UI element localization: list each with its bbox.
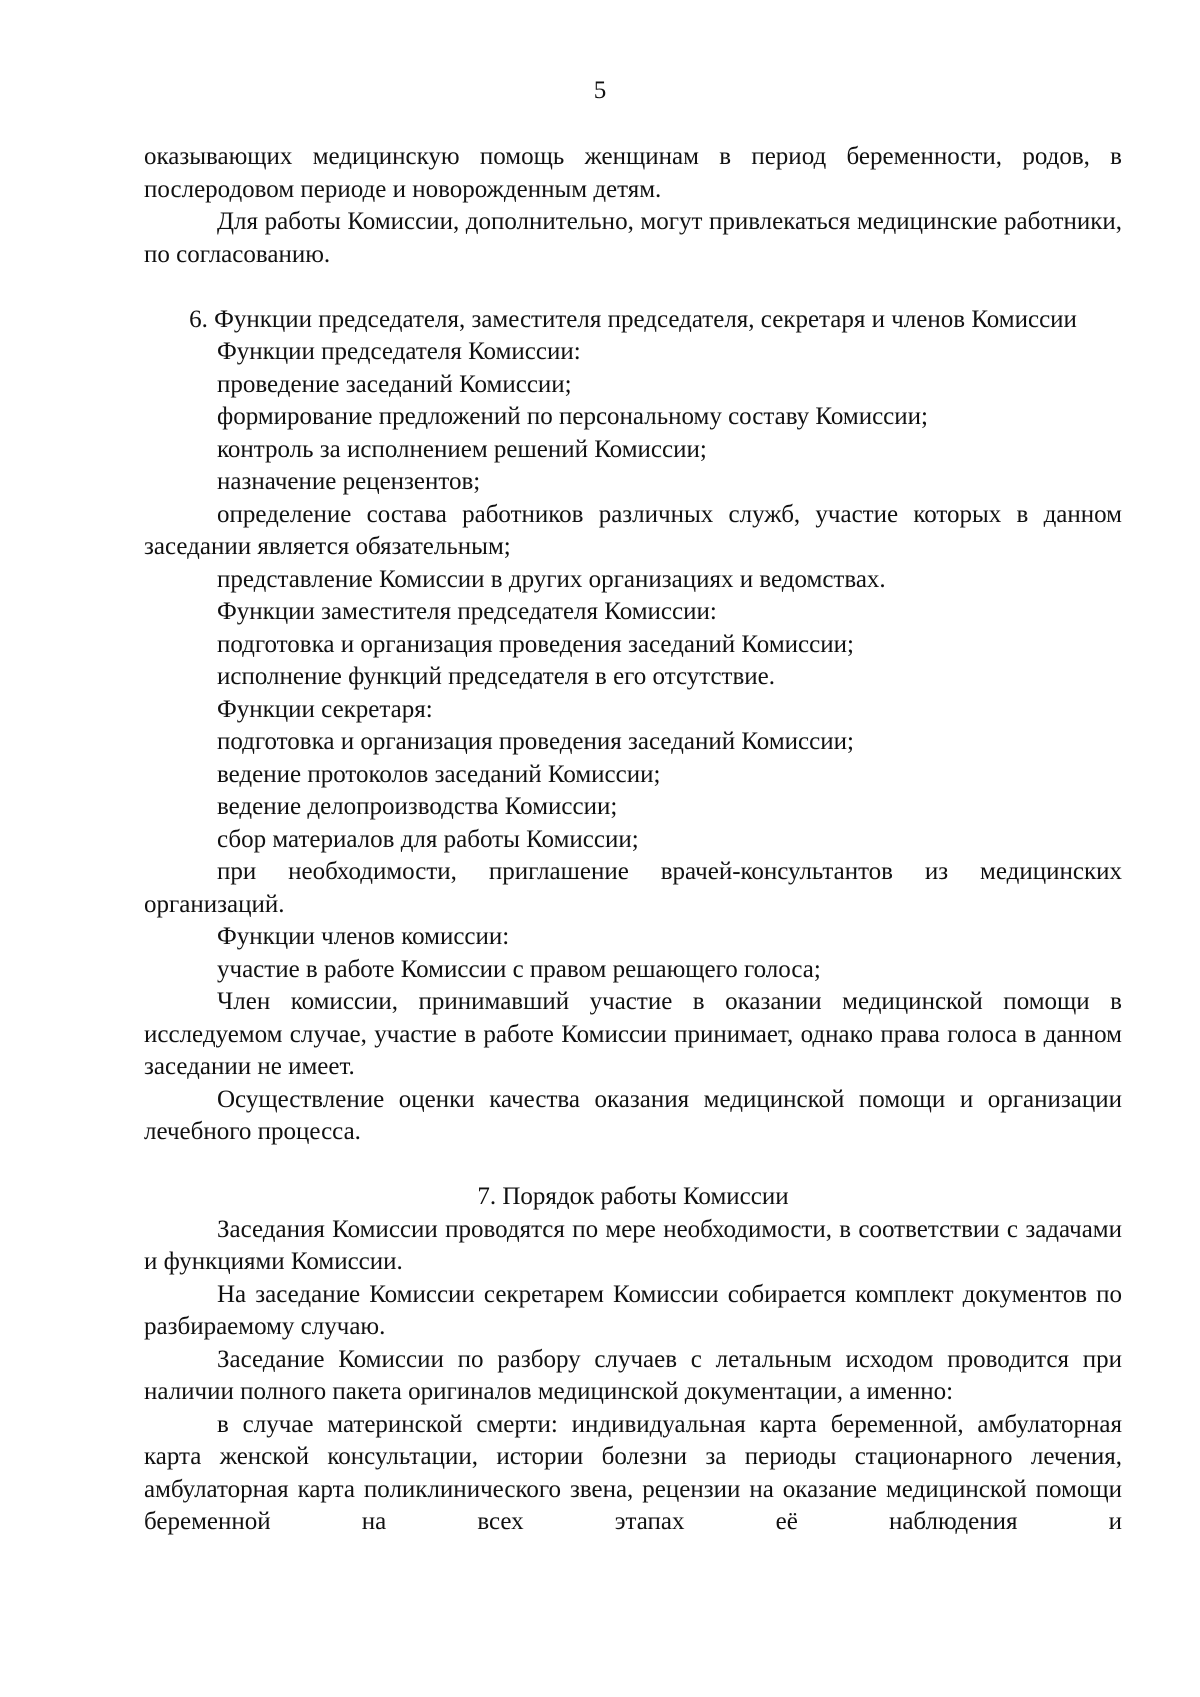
- paragraph: Функции членов комиссии:: [217, 923, 510, 950]
- paragraph: ведение протоколов заседаний Комиссии;: [217, 760, 661, 788]
- paragraph: Осуществление оценки качества оказания медицинской помощи и организации лечебного процесса.: [144, 1085, 1122, 1145]
- paragraph: определение состава работников различных служб, участие которых в данном заседании является обязательным;: [144, 500, 1122, 560]
- paragraph: сбор материалов для работы Комиссии;: [217, 825, 639, 853]
- paragraph: участие в работе Комиссии с правом решающего голоса;: [217, 955, 821, 983]
- section-spacer: [144, 271, 1122, 304]
- paragraph: подготовка и организация проведения заседаний Комиссии;: [217, 630, 854, 658]
- section-heading: 7. Порядок работы Комиссии: [477, 1183, 789, 1210]
- paragraph: Функции заместителя председателя Комиссии:: [217, 598, 717, 625]
- paragraph: назначение рецензентов;: [217, 468, 481, 495]
- paragraph: Член комиссии, принимавший участие в оказании медицинской помощи в исследуемом случае, участие в работе Комиссии принимает, однако права голоса в данном заседании не имеет.: [144, 988, 1122, 1080]
- paragraph: формирование предложений по персональному составу Комиссии;: [217, 403, 928, 430]
- paragraph: Заседания Комиссии проводятся по мере необходимости, в соответствии с задачами и функциями Комиссии.: [144, 1215, 1122, 1275]
- paragraph: в случае материнской смерти: индивидуальная карта беременной, амбулаторная карта женской консультации, истории болезни за периоды стационарного лечения, амбулаторная карта поликлинического звена, рецензии на оказание медицинской помощи беременной на всех этапах её наблюдения и: [144, 1410, 1122, 1535]
- paragraph: Для работы Комиссии, дополнительно, могут привлекаться медицинские работники, по согласованию.: [144, 208, 1122, 268]
- paragraph: Функции председателя Комиссии:: [217, 338, 581, 365]
- paragraph: подготовка и организация проведения заседаний Комиссии;: [217, 728, 854, 755]
- paragraph: оказывающих медицинскую помощь женщинам в период беременности, родов, в послеродовом периоде и новорожденным детям.: [144, 143, 1122, 203]
- paragraph: контроль за исполнением решений Комиссии;: [217, 435, 707, 463]
- paragraph: представление Комиссии в других организациях и ведомствах.: [217, 565, 886, 593]
- section-heading: 6. Функции председателя, заместителя председателя, секретаря и членов Комиссии: [189, 305, 1077, 333]
- page-number: 5: [593, 77, 607, 104]
- paragraph: при необходимости, приглашение врачей-консультантов из медицинских организаций.: [144, 858, 1122, 918]
- paragraph: ведение делопроизводства Комиссии;: [217, 793, 618, 820]
- paragraph: исполнение функций председателя в его отсутствие.: [217, 663, 775, 690]
- paragraph: Заседание Комиссии по разбору случаев с летальным исходом проводится при наличии полного пакета оригиналов медицинской документации, а именно:: [144, 1345, 1122, 1405]
- document-body: [144, 141, 1122, 1539]
- paragraph: На заседание Комиссии секретарем Комиссии собирается комплект документов по разбираемому случаю.: [144, 1280, 1122, 1340]
- paragraph: Функции секретаря:: [217, 695, 433, 723]
- paragraph: проведение заседаний Комиссии;: [217, 370, 572, 398]
- section-spacer: [144, 1149, 1122, 1182]
